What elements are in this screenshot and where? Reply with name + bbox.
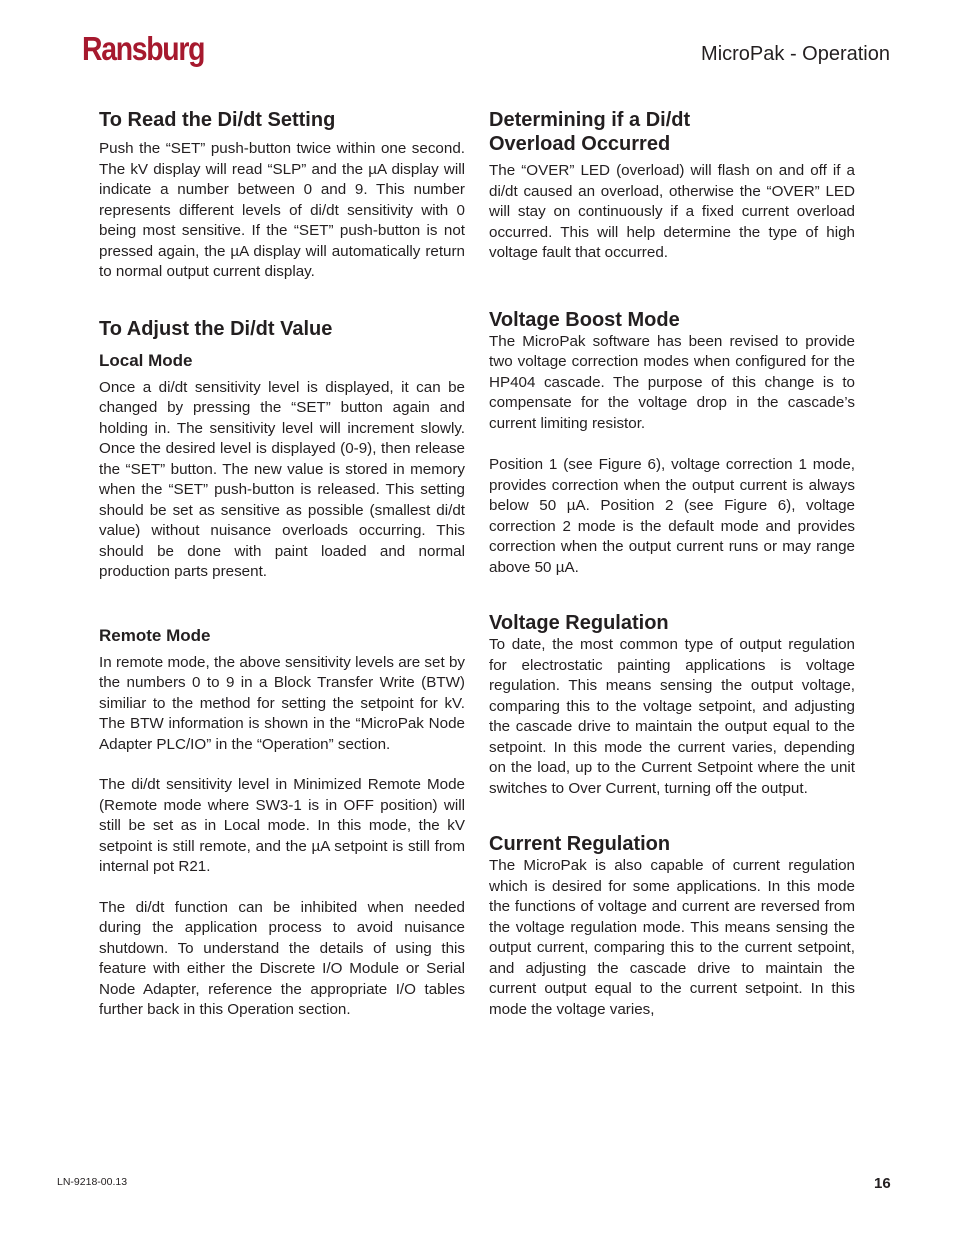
voltage-boost-heading: Voltage Boost Mode: [489, 308, 680, 331]
current-regulation-heading: Current Regulation: [489, 833, 671, 855]
right-column: [489, 108, 855, 1020]
voltage-boost-text-2: Position 1 (see Figure 6), voltage correction 1 mode, provides correction when the output current is always below 50 µA. Position 2 (see Figure 6), voltage correction 2 mode is the default mode and provides correction when the output current runs or may range above 50 µA.: [489, 456, 855, 576]
current-regulation-text: The MicroPak is also capable of current regulation which is desired for some applications. In this mode the functions of voltage and current are reversed from the voltage regulation mode. This means sensing the output current, comparing this to the current setpoint, and adjusting the cascade drive to maintain the current output equal to the current setpoint. In this mode the voltage varies,: [489, 857, 855, 1018]
read-setting-heading: To Read the Di/dt Setting: [99, 109, 336, 131]
remote-mode-heading: Remote Mode: [99, 625, 211, 645]
voltage-regulation-heading: Voltage Regulation: [489, 612, 669, 634]
ransburg-logo: Ransburg: [82, 30, 205, 67]
page-number: 16: [874, 1175, 891, 1192]
remote-mode-text-2: The di/dt sensitivity level in Minimized Remote Mode (Remote mode where SW3-1 is in OFF position) will still be set as in Local mode. In this mode, the kV setpoint is still remote, and the µA setpoint is still from internal pot R21.: [99, 776, 465, 875]
read-setting-text: Push the “SET” push-button twice within one second. The kV display will read “SLP” and the µA display will indicate a number between 0 and 9. This number represents different levels of di/dt sensitivity with 0 being most sensitive. If the “SET” push-button is not pressed again, the µA display will automatically return to normal output current display.: [99, 140, 465, 280]
page-header-title: MicroPak - Operation: [701, 43, 890, 65]
adjust-value-heading: To Adjust the Di/dt Value: [99, 317, 333, 340]
overload-heading-line1: Determining if a Di/dt: [489, 109, 691, 131]
local-mode-heading: Local Mode: [99, 350, 193, 370]
remote-mode-text-1: In remote mode, the above sensitivity levels are set by the numbers 0 to 9 in a Block Transfer Write (BTW) similiar to the method for setting the setpoint for kV. The BTW information is shown in the “MicroPak Node Adapter PLC/IO” in the “Operation” section.: [99, 653, 465, 753]
left-column: [99, 108, 465, 1021]
remote-mode-text-3: The di/dt function can be inhibited when needed during the application process to avoid nuisance shutdown. To understand the details of using this feature with either the Discrete I/O Module or Serial Node Adapter, reference the appropriate I/O tables further back in this Operation section.: [99, 898, 465, 1018]
voltage-regulation-text: To date, the most common type of output regulation for electrostatic painting applications is voltage regulation. This means sensing the output voltage, comparing this to the voltage setpoint, and adjusting the cascade drive to maintain the output equal to the setpoint. In this mode the current varies, depending on the load, up to the Current Setpoint where the unit switches to Over Current, turning off the output.: [489, 636, 855, 797]
voltage-boost-text-1: The MicroPak software has been revised to provide two voltage correction modes when configured for the HP404 cascade. The purpose of this change is to compensate for the voltage drop in the cascade’s current limiting resistor.: [489, 332, 855, 432]
overload-heading-line2: Overload Occurred: [489, 133, 671, 155]
overload-text: The “OVER” LED (overload) will flash on and off if a di/dt caused an overload, otherwise the “OVER” LED will stay on continuously if a fixed current overload occurred. This will help determine the type of high voltage fault that occurred.: [489, 162, 855, 261]
document-number: LN-9218-00.13: [57, 1176, 128, 1188]
local-mode-text: Once a di/dt sensitivity level is displayed, it can be changed by pressing the “SET” button again and holding in. The sensitivity level will increment slowly. Once the desired level is displayed (0-9), then release the “SET” button. The new value is stored in memory when the “SET” push-button is released. This setting should be set as sensitive as possible (smallest di/dt value) without nuisance overloads occurring. This should be done with paint loaded and normal production parts present.: [99, 378, 465, 580]
